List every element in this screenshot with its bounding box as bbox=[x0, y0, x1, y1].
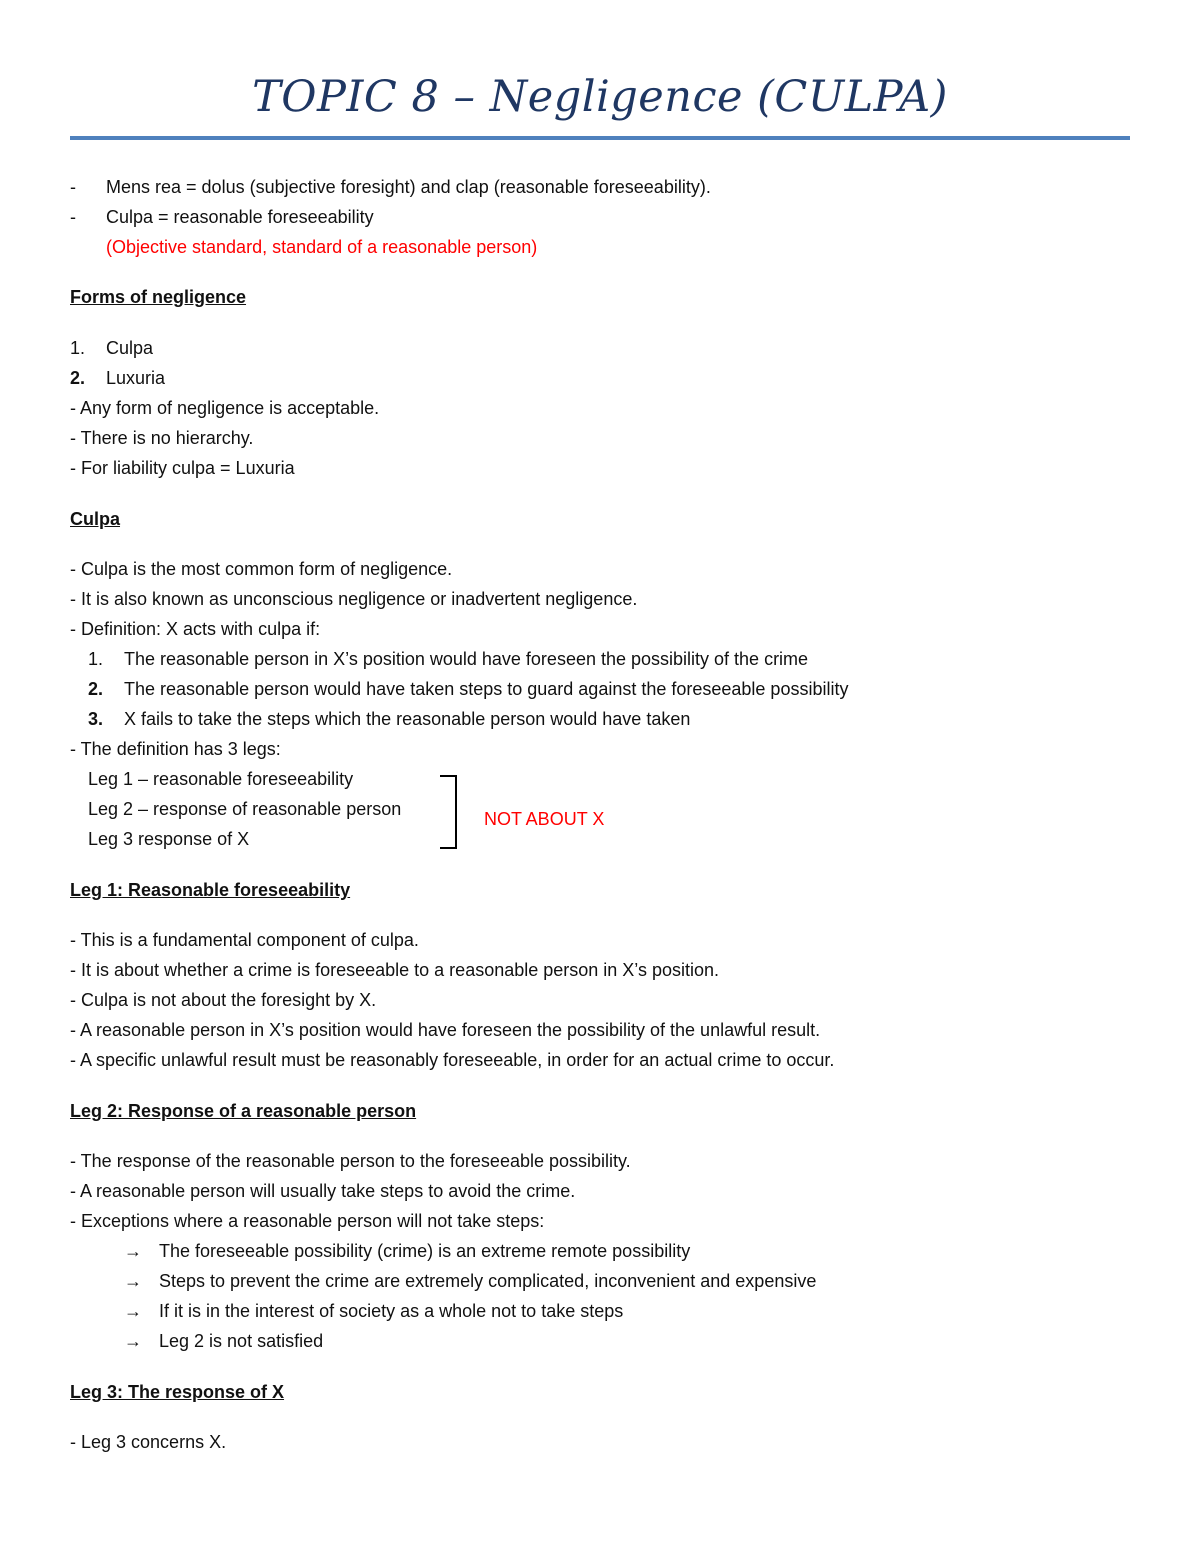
heading-leg-3: Leg 3: The response of X bbox=[70, 1382, 285, 1402]
leg-line: Leg 1 – reasonable foreseeability bbox=[88, 769, 354, 789]
list-number: 1. bbox=[70, 338, 86, 358]
arrow-icon: → bbox=[124, 1241, 142, 1261]
list-number: 2. bbox=[88, 679, 104, 699]
heading-leg-2: Leg 2: Response of a reasonable person bbox=[70, 1101, 417, 1121]
list-item: - It is also known as unconscious negligence or inadvertent negligence. bbox=[70, 589, 638, 609]
list-item: - For liability culpa = Luxuria bbox=[70, 458, 295, 478]
arrow-icon: → bbox=[124, 1301, 142, 1321]
page-title: TOPIC 8 – Negligence (CULPA) bbox=[252, 72, 948, 122]
definition-step: X fails to take the steps which the reasonable person would have taken bbox=[124, 709, 691, 729]
list-item: - Culpa is not about the foresight by X. bbox=[70, 990, 377, 1010]
bullet-marker: - bbox=[70, 177, 76, 197]
list-item: - Exceptions where a reasonable person will not take steps: bbox=[70, 1211, 545, 1231]
not-about-x-note: NOT ABOUT X bbox=[484, 809, 605, 829]
exception-item: The foreseeable possibility (crime) is an extreme remote possibility bbox=[159, 1241, 691, 1261]
heading-leg-1: Leg 1: Reasonable foreseeability bbox=[70, 880, 351, 900]
list-item-luxuria: Luxuria bbox=[106, 368, 166, 388]
legs-bracket bbox=[440, 775, 457, 849]
leg-line: Leg 2 – response of reasonable person bbox=[88, 799, 402, 819]
list-item: - There is no hierarchy. bbox=[70, 428, 254, 448]
arrow-icon: → bbox=[124, 1271, 142, 1291]
leg-line: Leg 3 response of X bbox=[88, 829, 250, 849]
intro-mens-rea: Mens rea = dolus (subjective foresight) and clap (reasonable foreseeability). bbox=[106, 177, 711, 197]
exception-item: Steps to prevent the crime are extremely complicated, inconvenient and expensive bbox=[159, 1271, 817, 1291]
list-item: - A reasonable person in X’s position would have foreseen the possibility of the unlawful result. bbox=[70, 1020, 821, 1040]
intro-culpa: Culpa = reasonable foreseeability bbox=[106, 207, 374, 227]
list-item: - The response of the reasonable person to the foreseeable possibility. bbox=[70, 1151, 631, 1171]
list-item: - A reasonable person will usually take steps to avoid the crime. bbox=[70, 1181, 576, 1201]
list-number: 3. bbox=[88, 709, 104, 729]
list-item-culpa: Culpa bbox=[106, 338, 154, 358]
list-item: - A specific unlawful result must be reasonably foreseeable, in order for an actual crime to occur. bbox=[70, 1050, 835, 1070]
heading-culpa: Culpa bbox=[70, 509, 121, 529]
intro-objective-note: (Objective standard, standard of a reasonable person) bbox=[106, 237, 538, 257]
arrow-icon: → bbox=[124, 1331, 142, 1351]
exception-item: If it is in the interest of society as a whole not to take steps bbox=[159, 1301, 624, 1321]
definition-step: The reasonable person would have taken steps to guard against the foreseeable possibility bbox=[124, 679, 849, 699]
list-item: - The definition has 3 legs: bbox=[70, 739, 281, 759]
bullet-marker: - bbox=[70, 207, 76, 227]
list-item: - It is about whether a crime is foreseeable to a reasonable person in X’s position. bbox=[70, 960, 720, 980]
definition-step: The reasonable person in X’s position would have foreseen the possibility of the crime bbox=[124, 649, 809, 669]
title-divider bbox=[70, 136, 1130, 140]
list-item: - Culpa is the most common form of negligence. bbox=[70, 559, 453, 579]
list-item: - Definition: X acts with culpa if: bbox=[70, 619, 321, 639]
list-number: 1. bbox=[88, 649, 104, 669]
heading-forms-of-negligence: Forms of negligence bbox=[70, 287, 247, 307]
list-item: - Leg 3 concerns X. bbox=[70, 1432, 227, 1452]
list-item: - Any form of negligence is acceptable. bbox=[70, 398, 380, 418]
exception-item: Leg 2 is not satisfied bbox=[159, 1331, 324, 1351]
list-item: - This is a fundamental component of culpa. bbox=[70, 930, 419, 950]
list-number: 2. bbox=[70, 368, 86, 388]
